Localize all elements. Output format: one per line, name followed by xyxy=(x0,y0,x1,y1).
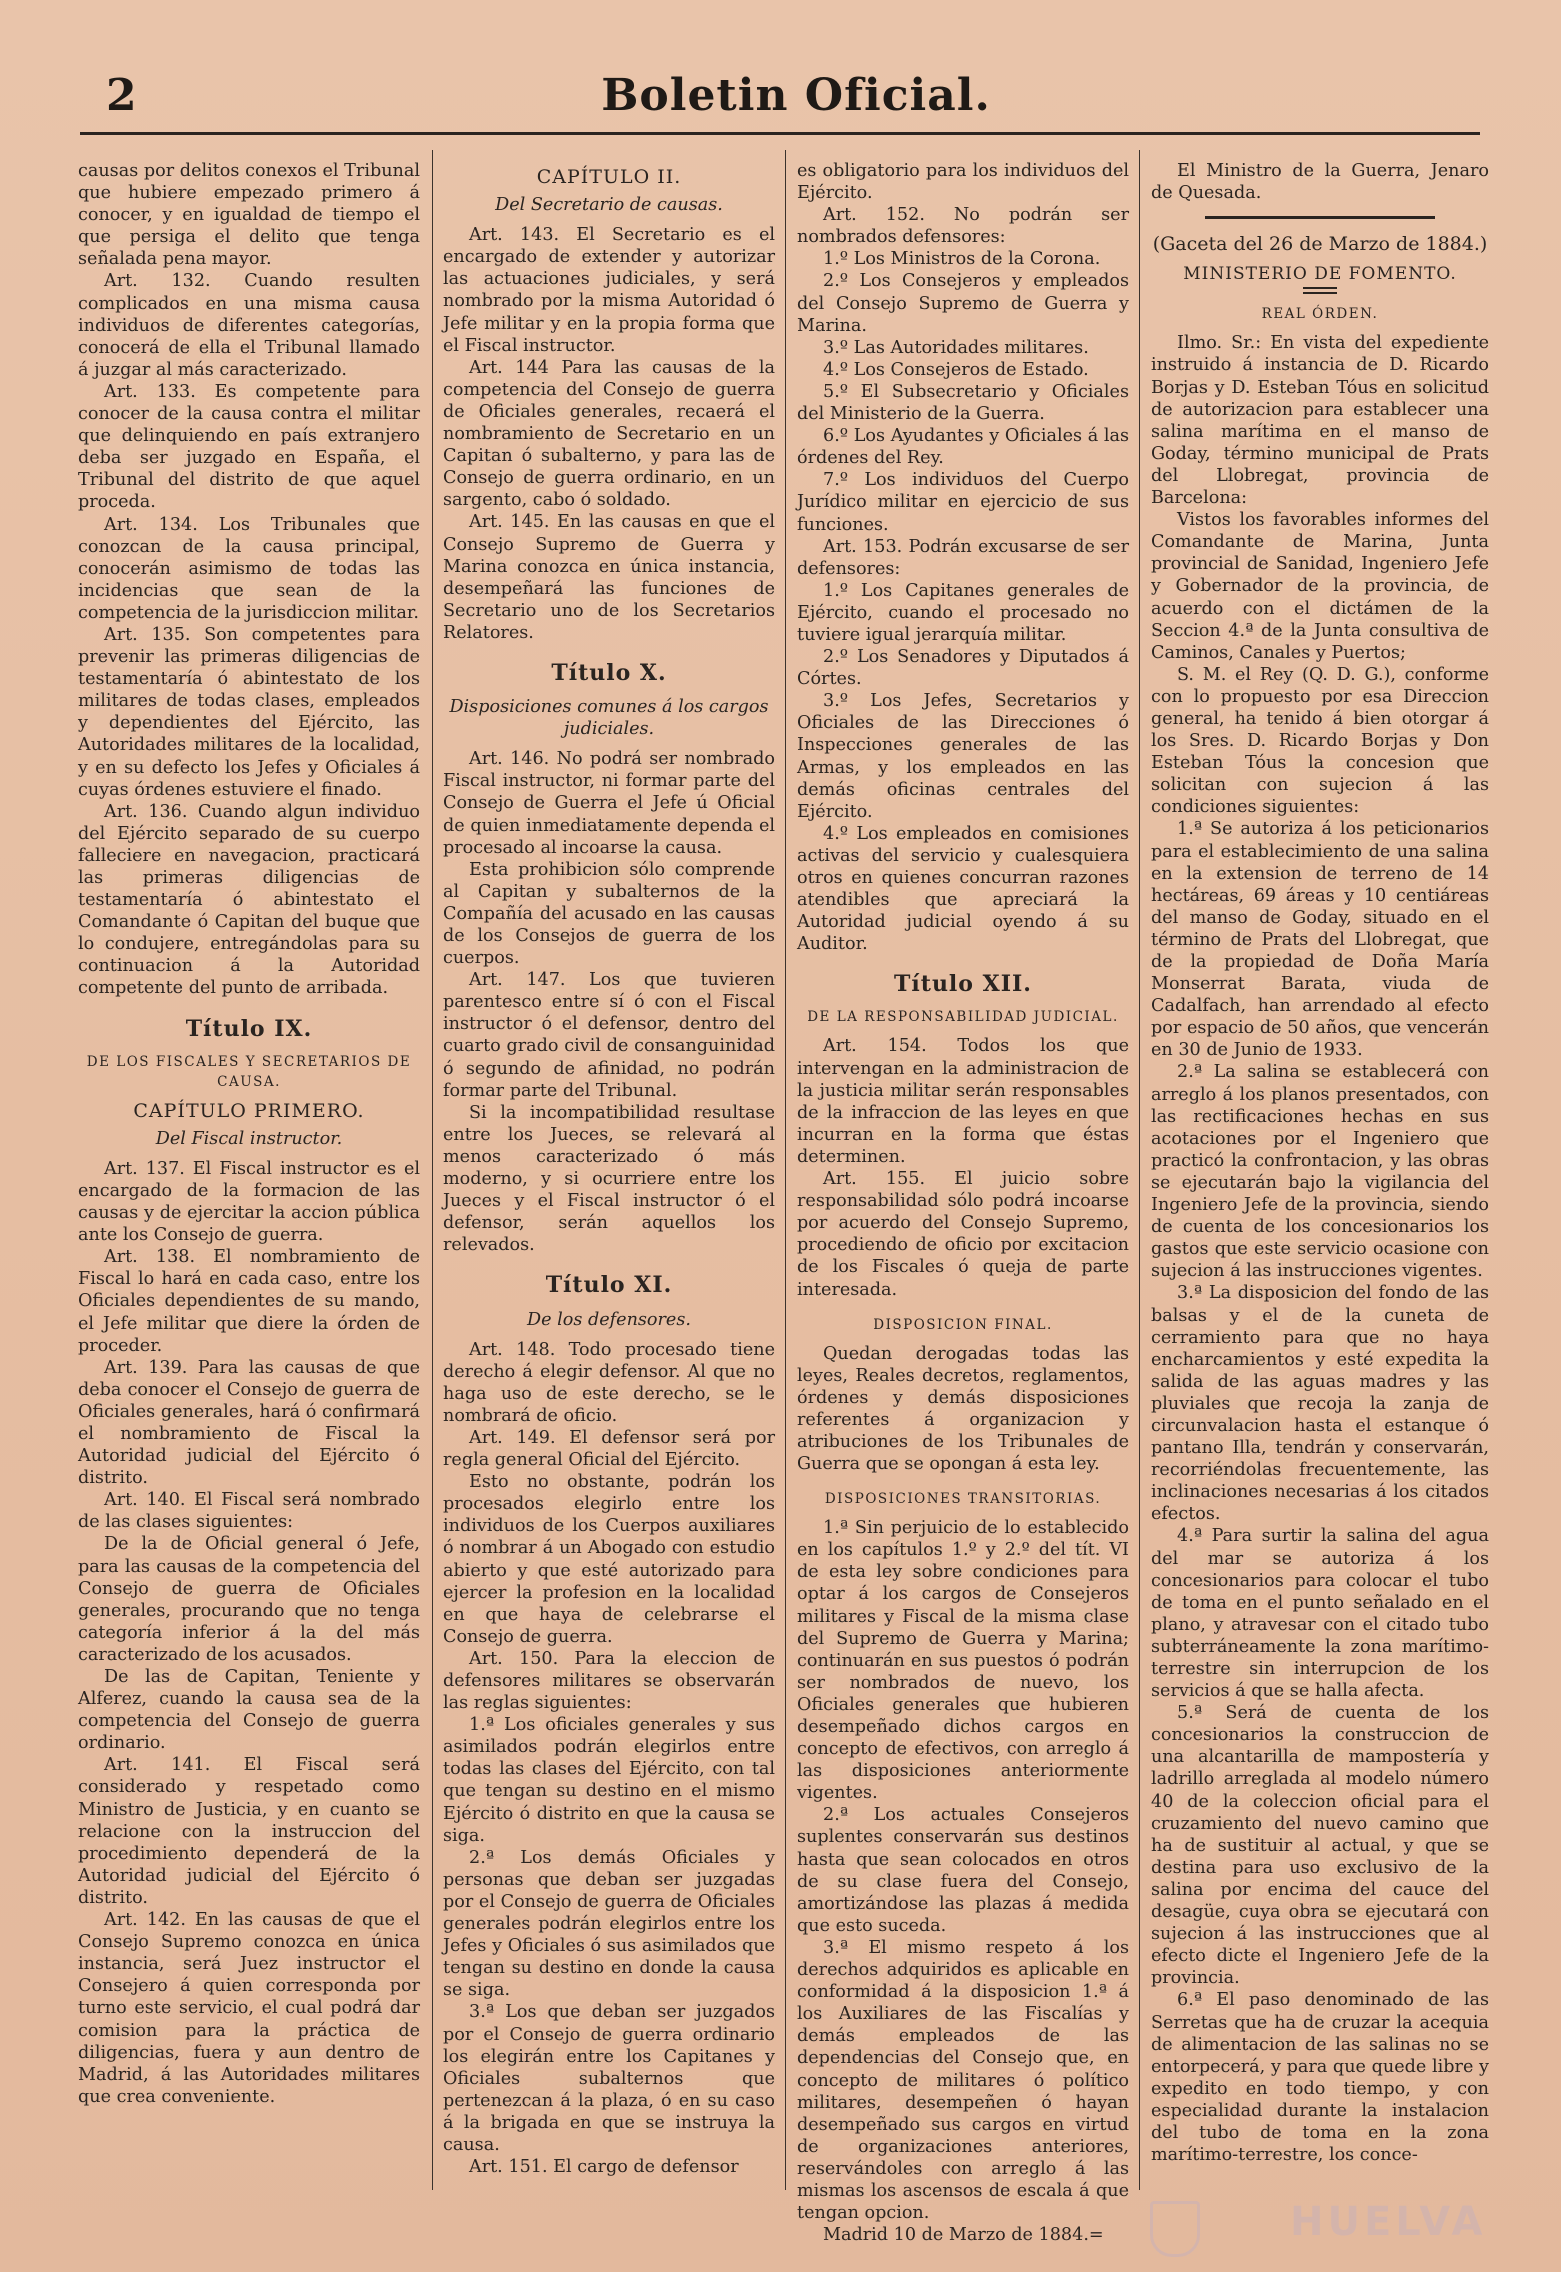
condition-item: 3.ª La disposicion del fondo de las balsas y el de la cuneta de cerramiento para que no haya encharcamientos y esté expedita la salida de las aguas madres y las pluviales que recoja la zanja de circunvalacion hasta el estanque ó pantano Illa, tendrán y conservarán, recorriéndolas frecuentemente, las inclinaciones necesarias á los citados efectos. xyxy=(1151,1283,1489,1525)
list-item: 3.º Las Autoridades militares. xyxy=(823,337,1089,358)
article-145: Art. 145. En las causas en que el Consejo Supremo de Guerra y Marina conozca en única instancia, desempeñará las funciones de Secretario uno de los Secretarios Relatores. xyxy=(443,512,775,643)
list-item: 4.º Los Consejeros de Estado. xyxy=(823,359,1089,380)
article-143: Art. 143. El Secretario es el encargado de extender y autorizar las actuaciones judiciales, y será nombrado por la misma Autoridad ó Jefe militar y en la propia forma que el Fiscal instructor. xyxy=(443,225,775,356)
double-rule xyxy=(1303,287,1337,294)
title-subheading: DE LA RESPONSABILIDAD JUDICIAL. xyxy=(807,1009,1119,1026)
rule-item: 1.ª Los oficiales generales y sus asimilados podrán elegirlos entre todas las clases del Ejército, con tal que tengan su destino en el mismo Ejército ó distrito en que la causa se siga. xyxy=(443,1715,775,1846)
list-item: 3.ª El mismo respeto á los derechos adquiridos es aplicable en conformidad á la disposicion 1.ª á los Auxiliares de las Fiscalías y demás empleados de las dependencias del Consejo que, en concepto de militares ó político militares, desempeñen ó hayan desempeñado sus cargos en virtud de organizaciones anteriores, reservándoles con arreglo á las mismas los ascensos de escala á que tengan opcion. xyxy=(797,1937,1129,2224)
article-149: Art. 149. El defensor será por regla general Oficial del Ejército. xyxy=(443,1427,775,1471)
condition-item: 4.ª Para surtir la salina del agua del mar se autoriza á los concesionarios para colocar el tubo de toma en el punto señalado en el plano, y atravesar con el citado tubo subterráneamente la zona marítimo-terrestre sin interrupcion de los servicios á que se halla afecta. xyxy=(1151,1526,1489,1702)
list-item: 5.º El Subsecretario y Oficiales del Ministerio de la Guerra. xyxy=(797,381,1129,425)
library-watermark xyxy=(1150,2195,1490,2255)
masthead xyxy=(96,68,1496,128)
paragraph: De las de Capitan, Teniente y Alferez, cuando la causa sea de la competencia del Consejo de guerra ordinario. xyxy=(78,1667,420,1754)
list-item: 1.º Los Capitanes generales de Ejército, cuando el procesado no tuviere igual jerarquía militar. xyxy=(797,580,1129,645)
list-item: 7.º Los individuos del Cuerpo Jurídico militar en ejercicio de sus funciones. xyxy=(797,470,1129,535)
column-4 xyxy=(1151,160,1489,2230)
paragraph: causas por delitos conexos el Tribunal que hubiere empezado primero á conocer, y en igualdad de tiempo el que persiga el delito que tenga señalada pena mayor. xyxy=(78,161,420,270)
header-rule xyxy=(80,132,1480,135)
article-140: Art. 140. El Fiscal será nombrado de las clases siguientes: xyxy=(78,1490,420,1533)
date-line: Madrid 10 de Marzo de 1884.= xyxy=(823,2225,1104,2246)
ministry-heading: MINISTERIO DE FOMENTO. xyxy=(1183,264,1457,285)
article-132: Art. 132. Cuando resulten complicados en una misma causa individuos de diferentes categorías, conocerá de ella el Tribunal llamado á juzgar al más caracterizado. xyxy=(78,271,420,380)
title-heading: Título XI. xyxy=(545,1272,673,1299)
title-heading: Título XII. xyxy=(894,971,1032,998)
chapter-subheading: Del Fiscal instructor. xyxy=(155,1128,343,1149)
article-136: Art. 136. Cuando algun individuo del Ejército separado de su cuerpo falleciere en navegacion, practicará las primeras diligencias de testamentaría ó abintestato el Comandante ó Capitan del buque que lo condujere, entregándolas para su continuacion á la Autoridad competente del punto de arribada. xyxy=(78,801,420,999)
condition-item: 1.ª Se autoriza á los peticionarios para el establecimiento de una salina en la extension de terreno de 14 hectáreas, 69 áreas y 10 centiáreas del manso de Goday, situado en el término de Prats del Llobregat, que de la propiedad de Doña María Monserrat Barata, viuda de Cadalfach, han arrendado al efecto por espacio de 50 años, que vencerán en 30 de Junio de 1933. xyxy=(1151,819,1489,1061)
column-rule xyxy=(1139,150,1140,2190)
paragraph: Esta prohibicion sólo comprende al Capitan y subalternos de la Compañía del acusado en las causas de los Consejos de guerra de los cuerpos. xyxy=(443,859,775,969)
watermark-text: HUELVA xyxy=(1290,2199,1487,2245)
paragraph: Ilmo. Sr.: En vista del expediente instruido á instancia de D. Ricardo Borjas y D. Esteban Tóus en solicitud de autorizacion para establecer una salina marítima en el manso de Goday, término municipal de Prats del Llobregat, provincia de Barcelona: xyxy=(1151,333,1489,509)
article-141: Art. 141. El Fiscal será considerado y respetado como Ministro de Justicia, y en cuanto se relacione con la instruccion del procedimiento dependerá de la Autoridad judicial del Ejército ó distrito. xyxy=(78,1755,420,1908)
gaceta-reference: (Gaceta del 26 de Marzo de 1884.) xyxy=(1152,233,1488,256)
article-139: Art. 139. Para las causas de que deba conocer el Consejo de guerra de Oficiales generales, hará ó confirmará el nombramiento de Fiscal la Autoridad judicial del Ejército ó distrito. xyxy=(78,1357,420,1489)
title-subheading: DE LOS FISCALES Y SECRETARIOS DE CAUSA. xyxy=(86,1053,412,1090)
article-144: Art. 144 Para las causas de la competencia del Consejo de guerra de Oficiales generales, recaerá el nombramiento de Secretario en un Capitan ó subalterno, y para las de Consejo de guerra ordinario, en un sargento, cabo ó soldado. xyxy=(443,357,775,511)
paragraph: Vistos los favorables informes del Comandante de Marina, Junta provincial de Sanidad, Ingeniero Jefe y Gobernador de la provincia, de acuerdo con el dictámen de la Seccion 4.ª de la Junta consultiva de Caminos, Canales y Puertos; xyxy=(1151,510,1489,663)
article-155: Art. 155. El juicio sobre responsabilidad sólo podrá incoarse por acuerdo del Consejo Supremo, procediendo de oficio por excitacion de los Fiscales ó queja de parte interesada. xyxy=(797,1169,1129,1300)
article-152: Art. 152. No podrán ser nombrados defensores: xyxy=(797,205,1129,248)
paragraph: Esto no obstante, podrán los procesados elegirlo entre los individuos de los Cuerpos auxiliares ó nombrar á un Abogado con estudio abierto y que esté autorizado para ejercer la profesion en la localidad en que haya de celebrarse el Consejo de guerra. xyxy=(443,1472,775,1647)
condition-item: 2.ª La salina se establecerá con arreglo á los planos presentados, con las rectificaciones hechas en sus acotaciones por el Ingeniero que practicó la confrontacion, y las obras se ejecutarán bajo la vigilancia del Ingeniero Jefe de la provincia, siendo de cuenta de los concesionarios los gastos que este servicio ocasione con sujecion á las instrucciones vigentes. xyxy=(1151,1062,1489,1282)
list-item: 2.º Los Senadores y Diputados á Córtes. xyxy=(797,647,1129,690)
list-item: 4.º Los empleados en comisiones activas del servicio y cualesquiera otros en quienes concurran razones atendibles que apreciará la Autoridad judicial oyendo á su Auditor. xyxy=(797,823,1129,955)
condition-item: 5.ª Será de cuenta de los concesionarios la construccion de una alcantarilla de mampostería y ladrillo arreglada al modelo número 40 de la coleccion oficial para el cruzamiento del nuevo camino que ha de sustituir al actual, y que se destina para uso exclusivo de la salina por encima del cauce del desagüe, cuya obra se ejecutará con sujecion á las instrucciones que al efecto dicte el Ingeniero Jefe de la provincia. xyxy=(1151,1703,1489,1989)
chapter-subheading: Del Secretario de causas. xyxy=(495,195,723,216)
paragraph: es obligatorio para los individuos del Ejército. xyxy=(797,161,1129,204)
title-heading: Título X. xyxy=(551,659,667,686)
column-rule xyxy=(785,150,786,2190)
list-item: 6.º Los Ayudantes y Oficiales á las órdenes del Rey. xyxy=(797,426,1129,469)
section-heading: DISPOSICIONES TRANSITORIAS. xyxy=(824,1491,1102,1508)
list-item: 3.º Los Jefes, Secretarios y Oficiales de las Direcciones ó Inspecciones generales de las Armas, y los empleados en las demás oficinas centrales del Ejército. xyxy=(797,691,1129,822)
column-2 xyxy=(443,160,775,2230)
article-146: Art. 146. No podrá ser nombrado Fiscal instructor, ni formar parte del Consejo de Guerra el Jefe ú Oficial de quien inmediatamente dependa el procesado al incoarse la causa. xyxy=(443,749,775,858)
column-1 xyxy=(78,160,420,2230)
title-subheading: Disposiciones comunes á los cargos judiciales. xyxy=(449,697,769,740)
list-item: 2.ª Los actuales Consejeros suplentes conservarán sus destinos hasta que sean colocados en otros de su clase fuera del Consejo, amortizándose las plazas á medida que esto suceda. xyxy=(797,1805,1129,1936)
column-3 xyxy=(797,160,1129,2246)
column-rule xyxy=(432,150,433,2190)
article-138: Art. 138. El nombramiento de Fiscal lo hará en cada caso, entre los Oficiales dependientes de su mando, el Jefe militar que diere la órden de proceder. xyxy=(78,1247,420,1356)
title-subheading: De los defensores. xyxy=(527,1309,691,1330)
order-heading: REAL ÓRDEN. xyxy=(1261,306,1379,323)
chapter-heading: CAPÍTULO PRIMERO. xyxy=(133,1099,365,1122)
article-135: Art. 135. Son competentes para prevenir las primeras diligencias de testamentaría ó abintestato de los militares de todas clases, empleados y dependientes del Ejército, las Autoridades militares de la localidad, y en su defecto los Jefes y Oficiales á cuyas órdenes estuviere el finado. xyxy=(78,624,420,800)
paragraph: S. M. el Rey (Q. D. G.), conforme con lo propuesto por esa Direccion general, ha tenido á bien otorgar á los Sres. D. Ricardo Borjas y Don Esteban Tóus la concesion que solicitan con sujecion á las condiciones siguientes: xyxy=(1151,664,1489,818)
chapter-heading: CAPÍTULO II. xyxy=(536,166,682,188)
list-item: 1.ª Sin perjuicio de lo establecido en los capítulos 1.º y 2.º del tít. VI de esta ley sobre condiciones para optar á los cargos de Consejeros militares y Fiscal de la misma clase del Supremo de Guerra y Marina; continuarán en sus puestos ó podrán ser nombrados de nuevo, los Oficiales generales que hubieren desempeñado dichos cargos en concepto de efectivos, con arreglo á las disposiciones anteriormente vigentes. xyxy=(797,1518,1129,1804)
article-153: Art. 153. Podrán excusarse de ser defensores: xyxy=(797,536,1129,579)
page-number: 2 xyxy=(106,70,137,121)
paragraph: Quedan derogadas todas las leyes, Reales decretos, reglamentos, órdenes y demás disposiciones referentes á organizacion y atribuciones de los Tribunales de Guerra que se opongan á esta ley. xyxy=(797,1343,1129,1475)
section-heading: DISPOSICION FINAL. xyxy=(873,1316,1053,1333)
article-133: Art. 133. Es competente para conocer de la causa contra el militar que delinquiendo en país extranjero deba ser juzgado en España, el Tribunal del distrito de que aquel proceda. xyxy=(78,381,420,513)
article-154: Art. 154. Todos los que intervengan en la administracion de la justicia militar serán responsables de la infraccion de las leyes en que incurran en la forma que éstas determinen. xyxy=(797,1036,1129,1167)
newspaper-title: Boletin Oficial. xyxy=(601,70,991,121)
article-147: Art. 147. Los que tuvieren parentesco entre sí ó con el Fiscal instructor ó el defensor, dentro del cuarto grado civil de consanguinidad ó segundo de afinidad, no podrán formar parte del Tribunal. xyxy=(443,970,775,1101)
paragraph: Si la incompatibilidad resultase entre los Jueces, se relevará al menos caracterizado ó más moderno, y si ocurriere entre los Jueces y el Fiscal instructor ó el defensor, serán aquellos los relevados. xyxy=(443,1102,775,1256)
rule-item: 2.ª Los demás Oficiales y personas que deban ser juzgadas por el Consejo de guerra de Oficiales generales podrán elegirlos entre los Jefes y Oficiales ó sus asimilados que tengan su destino en donde la causa se siga. xyxy=(443,1847,775,2001)
article-137: Art. 137. El Fiscal instructor es el encargado de la formacion de las causas y de ejercitar la accion pública ante los Consejo de guerra. xyxy=(78,1158,420,1246)
paragraph: De la de Oficial general ó Jefe, para las causas de la competencia del Consejo de guerra de Oficiales generales, procurando que no tenga categoría inferior á la del más caracterizado de los acusados. xyxy=(78,1534,420,1665)
article-134: Art. 134. Los Tribunales que conozcan de la causa principal, conocerán asimismo de todas las incidencias que sean de la competencia de la jurisdiccion militar. xyxy=(78,514,420,623)
list-item: 1.º Los Ministros de la Corona. xyxy=(823,249,1101,270)
title-heading: Título IX. xyxy=(185,1015,313,1042)
article-151: Art. 151. El cargo de defensor xyxy=(469,2157,739,2178)
article-142: Art. 142. En las causas de que el Consejo Supremo conozca en única instancia, será Juez instructor el Consejero á quien corresponda por turno este servicio, el cual podrá dar comision para la práctica de diligencias, fuera y aun dentro de Madrid, á las Autoridades militares que crea conveniente. xyxy=(78,1910,420,2107)
shield-icon xyxy=(1150,2201,1200,2257)
rule-item: 3.ª Los que deban ser juzgados por el Consejo de guerra ordinario los elegirán entre los Capitanes y Oficiales subalternos que pertenezcan á la plaza, ó en su caso á la brigada en que se instruya la causa. xyxy=(443,2002,775,2155)
condition-item: 6.ª El paso denominado de las Serretas que ha de cruzar la acequia de alimentacion de las salinas no se entorpecerá, y para que quede libre y expedito en todo tiempo, y con especialidad durante la instalacion del tubo de toma en la zona marítimo-terrestre, los conce- xyxy=(1151,1990,1489,2166)
section-rule xyxy=(1205,216,1435,219)
list-item: 2.º Los Consejeros y empleados del Consejo Supremo de Guerra y Marina. xyxy=(797,271,1129,336)
article-150: Art. 150. Para la eleccion de defensores militares se observarán las reglas siguientes: xyxy=(443,1648,775,1714)
signature-line: El Ministro de la Guerra, Jenaro de Quesada. xyxy=(1151,161,1489,204)
article-148: Art. 148. Todo procesado tiene derecho á elegir defensor. Al que no haga uso de este derecho, se le nombrará de oficio. xyxy=(443,1339,775,1426)
